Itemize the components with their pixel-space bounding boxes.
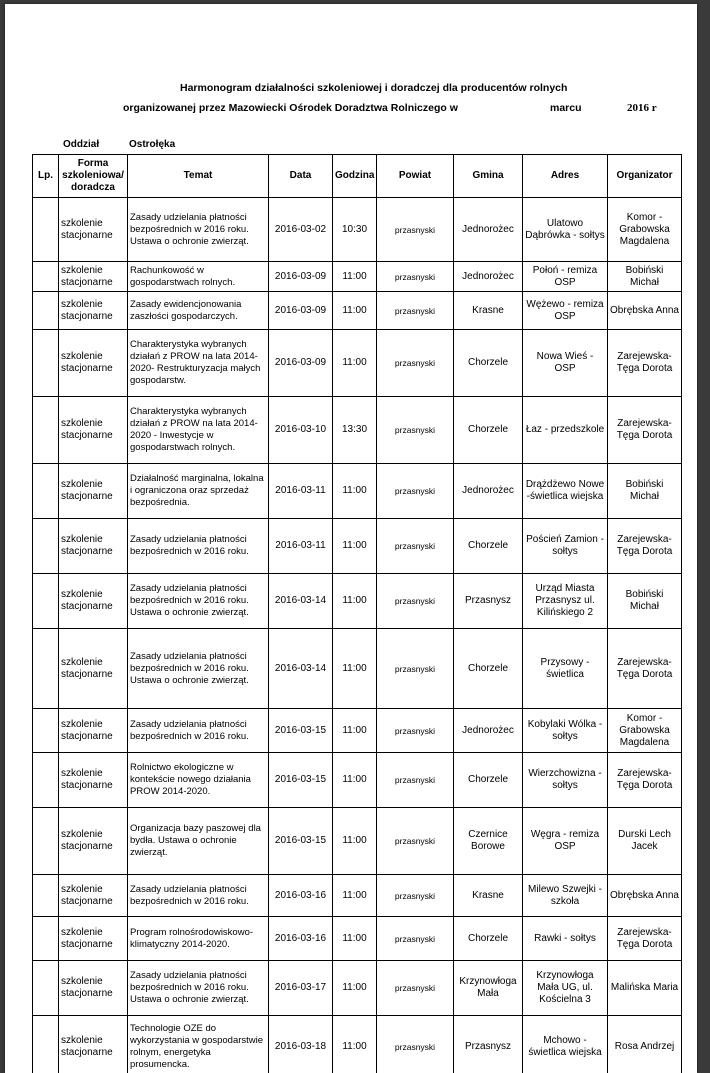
cell-lp (33, 875, 59, 917)
cell-time: 11:00 (333, 330, 377, 397)
cell-date: 2016-03-11 (269, 464, 333, 519)
heading-month: marcu (550, 102, 582, 114)
cell-gmina: Jednorożec (454, 464, 523, 519)
cell-form: szkolenie stacjonarne (59, 198, 128, 262)
header-organizer: Organizator (608, 155, 682, 198)
cell-organizer: Rosa Andrzej (608, 1016, 682, 1073)
cell-address: Milewo Szwejki - szkoła (523, 875, 608, 917)
cell-lp (33, 198, 59, 262)
header-form: Forma szkoleniowa/ doradcza (59, 155, 128, 198)
cell-topic: Zasady udzielania płatności bezpośrednich w 2016 roku. (128, 709, 269, 753)
cell-county: przasnyski (377, 629, 454, 709)
cell-address: Wierzchowizna - sołtys (523, 753, 608, 808)
cell-address: Łaz - przedszkole (523, 397, 608, 464)
heading-line-2: organizowanej przez Mazowiecki Ośrodek Doradztwa Rolniczego w (123, 102, 458, 114)
cell-address: Drążdżewo Nowe -świetlica wiejska (523, 464, 608, 519)
table-row (33, 262, 682, 292)
cell-date: 2016-03-14 (269, 629, 333, 709)
cell-time: 11:00 (333, 464, 377, 519)
cell-address: Mchowo - świetlica wiejska (523, 1016, 608, 1073)
header-topic: Temat (128, 155, 269, 198)
cell-date: 2016-03-14 (269, 574, 333, 629)
cell-county: przasnyski (377, 262, 454, 292)
cell-date: 2016-03-11 (269, 519, 333, 574)
cell-gmina: Przasnysz (454, 574, 523, 629)
cell-form: szkolenie stacjonarne (59, 875, 128, 917)
cell-county: przasnyski (377, 961, 454, 1016)
cell-lp (33, 330, 59, 397)
cell-topic: Zasady udzielania płatności bezpośrednich w 2016 roku. Ustawa o ochronie zwierząt. (128, 574, 269, 629)
cell-organizer: Durski Lech Jacek (608, 808, 682, 875)
cell-organizer: Zarejewska-Tęga Dorota (608, 397, 682, 464)
cell-form: szkolenie stacjonarne (59, 709, 128, 753)
cell-form: szkolenie stacjonarne (59, 574, 128, 629)
cell-topic: Charakterystyka wybranych działań z PROW na lata 2014- 2020- Restrukturyzacja małych gospodarstw. (128, 330, 269, 397)
table-row (33, 629, 682, 709)
cell-time: 11:00 (333, 709, 377, 753)
cell-form: szkolenie stacjonarne (59, 629, 128, 709)
cell-county: przasnyski (377, 519, 454, 574)
table-row (33, 198, 682, 262)
cell-gmina: Chorzele (454, 519, 523, 574)
cell-organizer: Bobiński Michał (608, 262, 682, 292)
table-row (33, 292, 682, 330)
cell-gmina: Jednorożec (454, 709, 523, 753)
table-row (33, 709, 682, 753)
cell-topic: Zasady udzielania płatności bezpośrednich w 2016 roku. Ustawa o ochronie zwierząt. (128, 961, 269, 1016)
cell-county: przasnyski (377, 808, 454, 875)
cell-time: 11:00 (333, 961, 377, 1016)
cell-topic: Działalność marginalna, lokalna i ograniczona oraz sprzedaż bezpośrednia. (128, 464, 269, 519)
cell-time: 11:00 (333, 753, 377, 808)
table-header-row (33, 155, 682, 198)
cell-address: Nowa Wieś - OSP (523, 330, 608, 397)
cell-organizer: Zarejewska-Tęga Dorota (608, 917, 682, 961)
cell-address: Krzynowłoga Mała UG, ul. Kościelna 3 (523, 961, 608, 1016)
cell-form: szkolenie stacjonarne (59, 397, 128, 464)
cell-date: 2016-03-16 (269, 917, 333, 961)
cell-gmina: Krasne (454, 875, 523, 917)
table-row (33, 330, 682, 397)
cell-organizer: Obrębska Anna (608, 292, 682, 330)
cell-lp (33, 629, 59, 709)
cell-form: szkolenie stacjonarne (59, 753, 128, 808)
cell-gmina: Chorzele (454, 330, 523, 397)
cell-time: 13:30 (333, 397, 377, 464)
cell-time: 11:00 (333, 292, 377, 330)
cell-time: 11:00 (333, 262, 377, 292)
cell-gmina: Krzynowłoga Mała (454, 961, 523, 1016)
header-date: Data (269, 155, 333, 198)
header-lp: Lp. (33, 155, 59, 198)
cell-lp (33, 574, 59, 629)
cell-date: 2016-03-02 (269, 198, 333, 262)
cell-topic: Zasady udzielania płatności bezpośrednich w 2016 roku. (128, 519, 269, 574)
table-row (33, 808, 682, 875)
cell-organizer: Obrębska Anna (608, 875, 682, 917)
cell-county: przasnyski (377, 292, 454, 330)
cell-form: szkolenie stacjonarne (59, 292, 128, 330)
cell-lp (33, 262, 59, 292)
schedule-table (32, 154, 682, 1073)
cell-date: 2016-03-15 (269, 709, 333, 753)
cell-organizer: Zarejewska-Tęga Dorota (608, 519, 682, 574)
cell-topic: Technologie OZE do wykorzystania w gospodarstwie rolnym, energetyka prosumencka. (128, 1016, 269, 1073)
cell-lp (33, 709, 59, 753)
cell-date: 2016-03-16 (269, 875, 333, 917)
cell-time: 11:00 (333, 574, 377, 629)
cell-organizer: Zarejewska-Tęga Dorota (608, 330, 682, 397)
cell-time: 11:00 (333, 519, 377, 574)
cell-time: 11:00 (333, 808, 377, 875)
header-gmina: Gmina (454, 155, 523, 198)
cell-county: przasnyski (377, 917, 454, 961)
cell-address: Przysowy - świetlica (523, 629, 608, 709)
cell-gmina: Chorzele (454, 753, 523, 808)
cell-address: Wężewo - remiza OSP (523, 292, 608, 330)
cell-county: przasnyski (377, 464, 454, 519)
header-address: Adres (523, 155, 608, 198)
cell-county: przasnyski (377, 330, 454, 397)
cell-lp (33, 519, 59, 574)
cell-gmina: Chorzele (454, 629, 523, 709)
cell-organizer: Zarejewska-Tęga Dorota (608, 753, 682, 808)
cell-gmina: Czernice Borowe (454, 808, 523, 875)
cell-time: 11:00 (333, 1016, 377, 1073)
table-row (33, 917, 682, 961)
cell-gmina: Jednorożec (454, 262, 523, 292)
cell-lp (33, 961, 59, 1016)
cell-lp (33, 292, 59, 330)
cell-time: 11:00 (333, 875, 377, 917)
cell-topic: Zasady udzielania płatności bezpośrednich w 2016 roku. Ustawa o ochronie zwierząt. (128, 198, 269, 262)
cell-county: przasnyski (377, 709, 454, 753)
cell-lp (33, 397, 59, 464)
cell-form: szkolenie stacjonarne (59, 961, 128, 1016)
table-row (33, 519, 682, 574)
cell-date: 2016-03-09 (269, 330, 333, 397)
cell-form: szkolenie stacjonarne (59, 464, 128, 519)
cell-topic: Zasady udzielania płatności bezpośrednich w 2016 roku. (128, 875, 269, 917)
cell-date: 2016-03-15 (269, 808, 333, 875)
cell-date: 2016-03-10 (269, 397, 333, 464)
cell-address: Kobylaki Wólka - sołtys (523, 709, 608, 753)
cell-address: Poścień Zamion - sołtys (523, 519, 608, 574)
cell-county: przasnyski (377, 198, 454, 262)
table-row (33, 1016, 682, 1073)
cell-form: szkolenie stacjonarne (59, 519, 128, 574)
cell-county: przasnyski (377, 1016, 454, 1073)
cell-address: Połoń - remiza OSP (523, 262, 608, 292)
cell-gmina: Krasne (454, 292, 523, 330)
cell-date: 2016-03-09 (269, 292, 333, 330)
cell-date: 2016-03-17 (269, 961, 333, 1016)
header-time: Godzina (333, 155, 377, 198)
cell-topic: Program rolnośrodowiskowo-klimatyczny 2014-2020. (128, 917, 269, 961)
table-row (33, 397, 682, 464)
cell-topic: Rachunkowość w gospodarstwach rolnych. (128, 262, 269, 292)
cell-topic: Charakterystyka wybranych działań z PROW na lata 2014- 2020 - Inwestycje w gospodarstwach rolnych. (128, 397, 269, 464)
heading-line-1: Harmonogram działalności szkoleniowej i doradczej dla producentów rolnych (180, 82, 568, 94)
cell-lp (33, 917, 59, 961)
table-row (33, 464, 682, 519)
cell-date: 2016-03-09 (269, 262, 333, 292)
cell-form: szkolenie stacjonarne (59, 808, 128, 875)
cell-topic: Zasady ewidencjonowania zaszłości gospodarczych. (128, 292, 269, 330)
table-row (33, 574, 682, 629)
cell-gmina: Jednorożec (454, 198, 523, 262)
cell-topic: Rolnictwo ekologiczne w kontekście nowego działania PROW 2014-2020. (128, 753, 269, 808)
cell-date: 2016-03-18 (269, 1016, 333, 1073)
cell-address: Ulatowo Dąbrówka - sołtys (523, 198, 608, 262)
cell-organizer: Komor - Grabowska Magdalena (608, 198, 682, 262)
branch-value: Ostrołęka (129, 139, 176, 150)
cell-organizer: Zarejewska-Tęga Dorota (608, 629, 682, 709)
cell-organizer: Malińska Maria (608, 961, 682, 1016)
table-row (33, 961, 682, 1016)
cell-form: szkolenie stacjonarne (59, 262, 128, 292)
cell-organizer: Komor - Grabowska Magdalena (608, 709, 682, 753)
cell-time: 11:00 (333, 629, 377, 709)
cell-form: szkolenie stacjonarne (59, 330, 128, 397)
cell-gmina: Chorzele (454, 917, 523, 961)
cell-lp (33, 464, 59, 519)
branch-label: Oddział (63, 139, 100, 150)
cell-gmina: Chorzele (454, 397, 523, 464)
header-county: Powiat (377, 155, 454, 198)
cell-county: przasnyski (377, 875, 454, 917)
document-page (5, 4, 697, 1073)
heading-year: 2016 r (627, 102, 657, 114)
table-row (33, 875, 682, 917)
cell-form: szkolenie stacjonarne (59, 1016, 128, 1073)
cell-topic: Organizacja bazy paszowej dla bydła. Ustawa o ochronie zwierząt. (128, 808, 269, 875)
cell-gmina: Przasnysz (454, 1016, 523, 1073)
cell-address: Węgra - remiza OSP (523, 808, 608, 875)
cell-lp (33, 1016, 59, 1073)
cell-time: 10:30 (333, 198, 377, 262)
cell-county: przasnyski (377, 753, 454, 808)
cell-organizer: Bobiński Michał (608, 574, 682, 629)
cell-address: Urząd Miasta Przasnysz ul. Kilińskiego 2 (523, 574, 608, 629)
cell-time: 11:00 (333, 917, 377, 961)
cell-county: przasnyski (377, 397, 454, 464)
cell-address: Rawki - sołtys (523, 917, 608, 961)
cell-organizer: Bobiński Michał (608, 464, 682, 519)
table-row (33, 753, 682, 808)
cell-form: szkolenie stacjonarne (59, 917, 128, 961)
cell-topic: Zasady udzielania płatności bezpośrednich w 2016 roku. Ustawa o ochronie zwierząt. (128, 629, 269, 709)
cell-lp (33, 753, 59, 808)
cell-county: przasnyski (377, 574, 454, 629)
cell-date: 2016-03-15 (269, 753, 333, 808)
cell-lp (33, 808, 59, 875)
